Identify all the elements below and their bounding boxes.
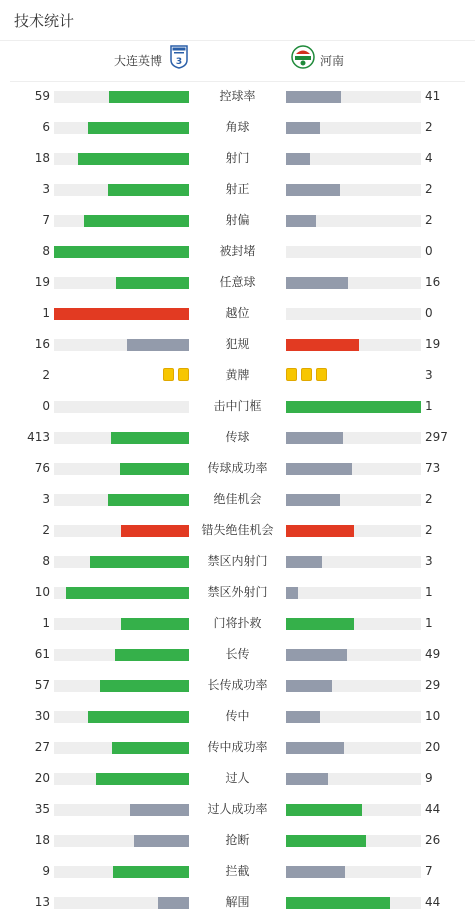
home-bar-track xyxy=(54,494,189,506)
home-stat-value: 8 xyxy=(42,244,50,258)
home-stat-value: 10 xyxy=(34,585,50,599)
home-bar-fill xyxy=(108,494,189,506)
stat-row xyxy=(0,236,475,267)
away-bar-fill xyxy=(286,525,354,537)
away-bar-track xyxy=(286,556,421,568)
away-bar-fill xyxy=(286,401,421,413)
stat-label: 传中成功率 xyxy=(207,740,268,754)
stat-label: 抢断 xyxy=(225,833,250,847)
stat-row xyxy=(0,205,475,236)
away-bar-fill xyxy=(286,153,310,165)
away-stat-value: 2 xyxy=(425,182,433,196)
home-bar-fill xyxy=(111,432,189,444)
away-bar-fill xyxy=(286,122,320,134)
stat-row xyxy=(0,360,475,391)
away-stat-value: 7 xyxy=(425,864,433,878)
away-stat-value: 29 xyxy=(425,678,441,692)
yellow-card-icon xyxy=(178,368,189,381)
home-stat-value: 18 xyxy=(34,151,50,165)
stat-row xyxy=(0,577,475,608)
away-stat-value: 26 xyxy=(425,833,441,847)
home-bar-track xyxy=(54,804,189,816)
stat-row xyxy=(0,112,475,143)
home-stat-value: 2 xyxy=(42,523,50,537)
home-bar-fill xyxy=(112,742,189,754)
svg-text:3: 3 xyxy=(175,56,183,67)
stat-label: 拦截 xyxy=(225,864,250,878)
home-bar-fill xyxy=(66,587,189,599)
stat-row xyxy=(0,453,475,484)
away-bar-track xyxy=(286,680,421,692)
stat-label: 禁区外射门 xyxy=(207,585,268,599)
home-bar-track xyxy=(54,122,189,134)
home-bar-fill xyxy=(108,184,189,196)
away-bar-track xyxy=(286,525,421,537)
away-stat-value: 0 xyxy=(425,244,433,258)
stats-list xyxy=(0,81,475,918)
away-bar-fill xyxy=(286,835,366,847)
away-stat-value: 9 xyxy=(425,771,433,785)
home-bar-track xyxy=(54,525,189,537)
home-bar-fill xyxy=(54,246,189,258)
stat-label: 角球 xyxy=(225,120,250,134)
stat-row xyxy=(0,422,475,453)
home-bar-fill xyxy=(109,91,189,103)
home-bar-track xyxy=(54,153,189,165)
away-bar-track xyxy=(286,773,421,785)
away-bar-track xyxy=(286,494,421,506)
henan-crest-icon xyxy=(291,45,315,78)
away-stat-value: 16 xyxy=(425,275,441,289)
stat-row xyxy=(0,794,475,825)
away-stat-value: 2 xyxy=(425,120,433,134)
away-bar-track xyxy=(286,153,421,165)
home-stat-value: 27 xyxy=(34,740,50,754)
away-bar-track xyxy=(286,804,421,816)
away-bar-track xyxy=(286,649,421,661)
stat-row xyxy=(0,825,475,856)
stat-label: 长传 xyxy=(225,647,250,661)
home-stat-value: 8 xyxy=(42,554,50,568)
stat-label: 过人 xyxy=(225,771,250,785)
stat-label: 任意球 xyxy=(219,275,256,289)
away-bar-fill xyxy=(286,742,344,754)
away-bar-track xyxy=(286,432,421,444)
yellow-card-icon xyxy=(163,368,174,381)
home-stat-value: 59 xyxy=(34,89,50,103)
home-yellow-cards xyxy=(163,368,189,382)
stat-label: 越位 xyxy=(225,306,250,320)
away-bar-fill xyxy=(286,866,345,878)
away-bar-track xyxy=(286,91,421,103)
home-bar-track xyxy=(54,680,189,692)
home-bar-fill xyxy=(78,153,189,165)
away-bar-fill xyxy=(286,556,322,568)
home-bar-track xyxy=(54,649,189,661)
away-bar-track xyxy=(286,742,421,754)
away-stat-value: 2 xyxy=(425,492,433,506)
away-bar-fill xyxy=(286,587,298,599)
home-bar-track xyxy=(54,339,189,351)
home-bar-track xyxy=(54,308,189,320)
stat-label: 黄牌 xyxy=(225,368,250,382)
home-stat-value: 30 xyxy=(34,709,50,723)
home-bar-fill xyxy=(121,525,189,537)
page-title: 技术统计 xyxy=(14,12,75,30)
home-bar-fill xyxy=(96,773,189,785)
away-stat-value: 20 xyxy=(425,740,441,754)
home-stat-value: 413 xyxy=(27,430,50,444)
yellow-card-icon xyxy=(316,368,327,381)
stat-label: 解围 xyxy=(225,895,250,909)
home-bar-track xyxy=(54,184,189,196)
home-bar-fill xyxy=(116,277,189,289)
stat-label: 过人成功率 xyxy=(207,802,268,816)
home-bar-track xyxy=(54,556,189,568)
home-stat-value: 9 xyxy=(42,864,50,878)
home-stat-value: 0 xyxy=(42,399,50,413)
away-stat-value: 41 xyxy=(425,89,441,103)
home-bar-track xyxy=(54,835,189,847)
yellow-card-icon xyxy=(286,368,297,381)
away-stat-value: 3 xyxy=(425,554,433,568)
home-bar-fill xyxy=(88,122,189,134)
away-bar-track xyxy=(286,277,421,289)
away-bar-track xyxy=(286,835,421,847)
stat-label: 长传成功率 xyxy=(207,678,268,692)
away-bar-fill xyxy=(286,184,340,196)
home-stat-value: 19 xyxy=(34,275,50,289)
home-stat-value: 35 xyxy=(34,802,50,816)
home-bar-track xyxy=(54,463,189,475)
stat-row xyxy=(0,701,475,732)
away-bar-track xyxy=(286,122,421,134)
stat-label: 射正 xyxy=(225,182,250,196)
stat-label: 绝佳机会 xyxy=(213,492,262,506)
home-bar-track xyxy=(54,246,189,258)
stat-label: 传球 xyxy=(225,430,250,444)
away-bar-fill xyxy=(286,804,362,816)
home-bar-track xyxy=(54,277,189,289)
home-bar-fill xyxy=(158,897,189,909)
away-bar-track xyxy=(286,587,421,599)
stat-row xyxy=(0,298,475,329)
home-stat-value: 57 xyxy=(34,678,50,692)
home-team-name: 大连英博 xyxy=(113,54,162,68)
away-bar-track xyxy=(286,897,421,909)
away-bar-track xyxy=(286,618,421,630)
home-stat-value: 2 xyxy=(42,368,50,382)
home-bar-fill xyxy=(121,618,189,630)
stat-row xyxy=(0,887,475,918)
away-bar-fill xyxy=(286,649,347,661)
home-bar-fill xyxy=(127,339,189,351)
stat-row xyxy=(0,670,475,701)
home-bar-fill xyxy=(54,308,189,320)
away-bar-fill xyxy=(286,897,390,909)
title-divider xyxy=(0,40,475,41)
away-bar-track xyxy=(286,711,421,723)
home-stat-value: 6 xyxy=(42,120,50,134)
home-stat-value: 3 xyxy=(42,492,50,506)
away-bar-fill xyxy=(286,277,348,289)
home-bar-fill xyxy=(115,649,189,661)
yellow-card-icon xyxy=(301,368,312,381)
away-bar-fill xyxy=(286,618,354,630)
home-stat-value: 13 xyxy=(34,895,50,909)
away-bar-fill xyxy=(286,91,341,103)
stat-row xyxy=(0,484,475,515)
stat-label: 犯规 xyxy=(225,337,250,351)
home-bar-track xyxy=(54,432,189,444)
stat-row xyxy=(0,143,475,174)
home-bar-fill xyxy=(90,556,189,568)
away-stat-value: 49 xyxy=(425,647,441,661)
home-bar-fill xyxy=(130,804,189,816)
stat-label: 门将扑救 xyxy=(213,616,262,630)
home-stat-value: 20 xyxy=(34,771,50,785)
away-bar-track xyxy=(286,246,421,258)
away-bar-fill xyxy=(286,215,316,227)
stat-label: 被封堵 xyxy=(219,244,256,258)
stat-label: 错失绝佳机会 xyxy=(201,523,274,537)
stat-label: 禁区内射门 xyxy=(207,554,268,568)
away-stat-value: 44 xyxy=(425,802,441,816)
home-bar-fill xyxy=(113,866,189,878)
stat-label: 击中门框 xyxy=(213,399,262,413)
away-bar-fill xyxy=(286,773,328,785)
away-yellow-cards xyxy=(286,368,327,382)
home-bar-track xyxy=(54,866,189,878)
home-team[interactable] xyxy=(114,48,188,74)
away-stat-value: 2 xyxy=(425,213,433,227)
stat-row xyxy=(0,81,475,112)
away-bar-fill xyxy=(286,711,320,723)
away-team-name: 河南 xyxy=(320,54,345,68)
home-bar-track xyxy=(54,711,189,723)
stat-label: 射偏 xyxy=(225,213,250,227)
home-stat-value: 76 xyxy=(34,461,50,475)
away-stat-value: 10 xyxy=(425,709,441,723)
away-bar-fill xyxy=(286,432,343,444)
away-stat-value: 1 xyxy=(425,399,433,413)
stat-row xyxy=(0,732,475,763)
stat-row xyxy=(0,639,475,670)
away-bar-fill xyxy=(286,680,332,692)
home-bar-track xyxy=(54,897,189,909)
home-bar-track xyxy=(54,401,189,413)
stat-row xyxy=(0,608,475,639)
stat-row xyxy=(0,856,475,887)
away-stat-value: 44 xyxy=(425,895,441,909)
away-bar-track xyxy=(286,308,421,320)
home-stat-value: 16 xyxy=(34,337,50,351)
home-stat-value: 18 xyxy=(34,833,50,847)
away-bar-track xyxy=(286,463,421,475)
home-bar-fill xyxy=(100,680,189,692)
away-stat-value: 1 xyxy=(425,616,433,630)
away-stat-value: 2 xyxy=(425,523,433,537)
away-bar-fill xyxy=(286,339,359,351)
away-bar-track xyxy=(286,184,421,196)
dalian-yingbo-crest-icon xyxy=(170,45,188,78)
stat-row xyxy=(0,329,475,360)
home-bar-track xyxy=(54,618,189,630)
away-stat-value: 19 xyxy=(425,337,441,351)
stat-row xyxy=(0,763,475,794)
away-stat-value: 0 xyxy=(425,306,433,320)
home-stat-value: 61 xyxy=(34,647,50,661)
home-bar-fill xyxy=(88,711,189,723)
away-bar-fill xyxy=(286,463,352,475)
stat-label: 射门 xyxy=(225,151,250,165)
home-stat-value: 1 xyxy=(42,306,50,320)
stat-row xyxy=(0,174,475,205)
away-stat-value: 73 xyxy=(425,461,441,475)
home-bar-track xyxy=(54,91,189,103)
away-bar-track xyxy=(286,866,421,878)
away-stat-value: 4 xyxy=(425,151,433,165)
away-bar-track xyxy=(286,401,421,413)
away-stat-value: 297 xyxy=(425,430,448,444)
away-bar-track xyxy=(286,215,421,227)
stat-row xyxy=(0,515,475,546)
away-stat-value: 3 xyxy=(425,368,433,382)
home-bar-fill xyxy=(134,835,189,847)
home-bar-track xyxy=(54,215,189,227)
home-bar-track xyxy=(54,742,189,754)
home-stat-value: 3 xyxy=(42,182,50,196)
home-stat-value: 1 xyxy=(42,616,50,630)
stat-row xyxy=(0,391,475,422)
home-bar-track xyxy=(54,587,189,599)
stat-label: 传中 xyxy=(225,709,250,723)
away-bar-fill xyxy=(286,494,340,506)
home-stat-value: 7 xyxy=(42,213,50,227)
stat-row xyxy=(0,267,475,298)
home-bar-track xyxy=(54,773,189,785)
stat-row xyxy=(0,546,475,577)
away-bar-track xyxy=(286,339,421,351)
home-bar-fill xyxy=(120,463,189,475)
home-bar-fill xyxy=(84,215,189,227)
stat-label: 控球率 xyxy=(219,89,256,103)
away-stat-value: 1 xyxy=(425,585,433,599)
away-team[interactable] xyxy=(291,48,344,74)
stat-label: 传球成功率 xyxy=(207,461,268,475)
